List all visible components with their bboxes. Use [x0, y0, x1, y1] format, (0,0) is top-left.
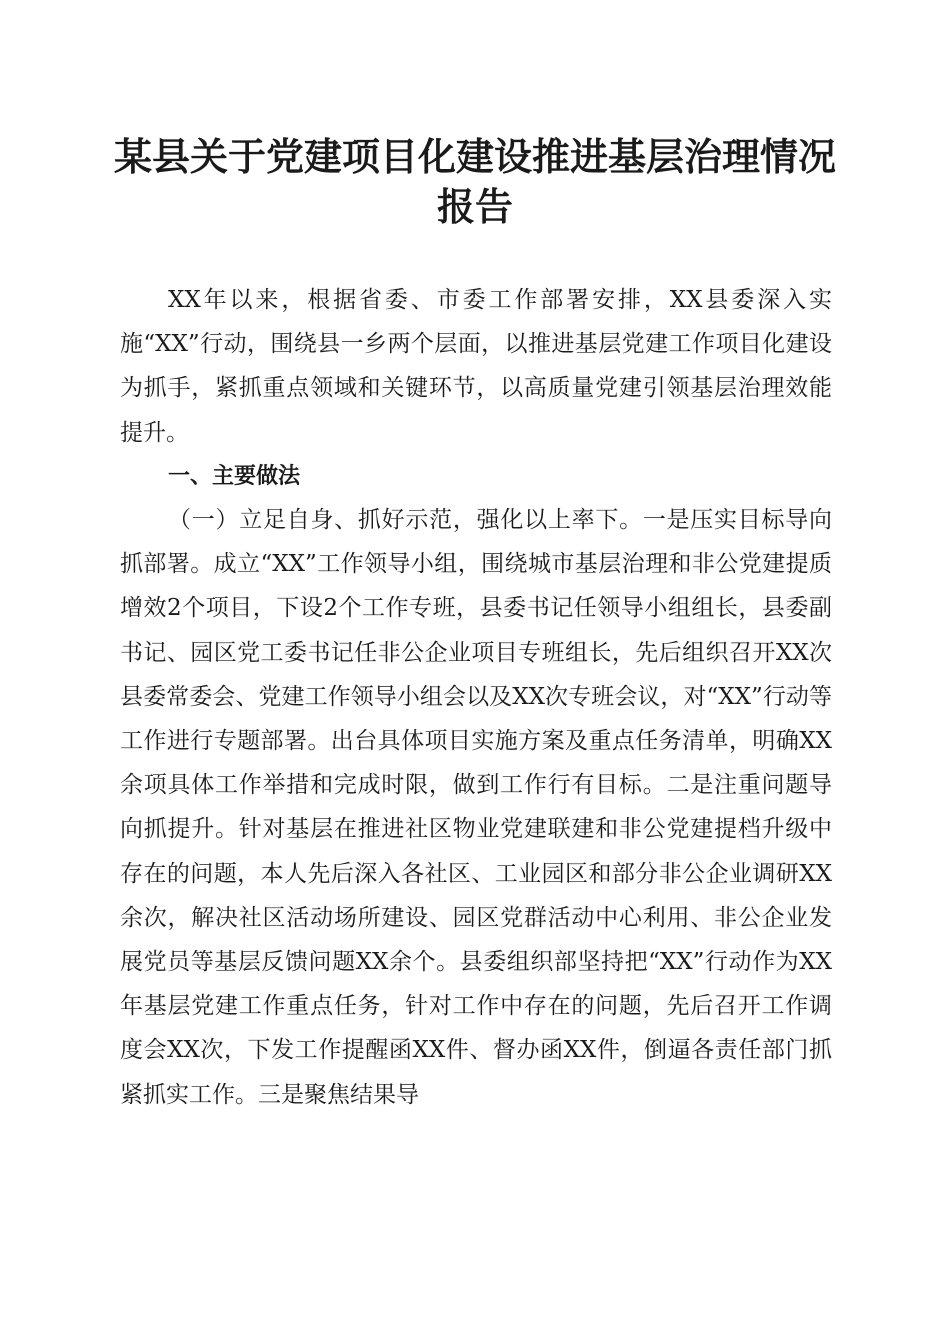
intro-paragraph: XX年以来，根据省委、市委工作部署安排，XX县委深入实施“XX”行动，围绕县一乡两个层面，以推进基层党建工作项目化建设为抓手，紧抓重点领域和关键环节，以高质量党建引领基层治理效能提升。: [120, 287, 832, 446]
document-title: 某县关于党建项目化建设推进基层治理情况报告: [113, 134, 836, 229]
section-paragraph: （一）立足自身、抓好示范，强化以上率下。一是压实目标导向抓部署。成立“XX”工作领导小组，围绕城市基层治理和非公党建提质增效2个项目，下设2个工作专班，县委书记任领导小组组长，县委副书记、园区党工委书记任非公企业项目专班组长，先后组织召开XX次县委常委会、党建工作领导小组会以及XX次专班会议，对“XX”行动等工作进行专题部署。出台具体项目实施方案及重点任务清单，明确XX余项具体工作举措和完成时限，做到工作行有目标。二是注重问题导向抓提升。针对基层在推进社区物业党建联建和非公党建提档升级中存在的问题，本人先后深入各社区、工业园区和部分非公企业调研XX余次，解决社区活动场所建设、园区党群活动中心利用、非公企业发展党员等基层反馈问题XX余个。县委组织部坚持把“XX”行动作为XX年基层党建工作重点任务，针对工作中存在的问题，先后召开工作调度会XX次，下发工作提醒函XX件、督办函XX件，倒逼各责任部门抓紧抓实工作。三是聚焦结果导: [120, 507, 832, 1108]
section-heading: 一、主要做法: [168, 464, 301, 489]
